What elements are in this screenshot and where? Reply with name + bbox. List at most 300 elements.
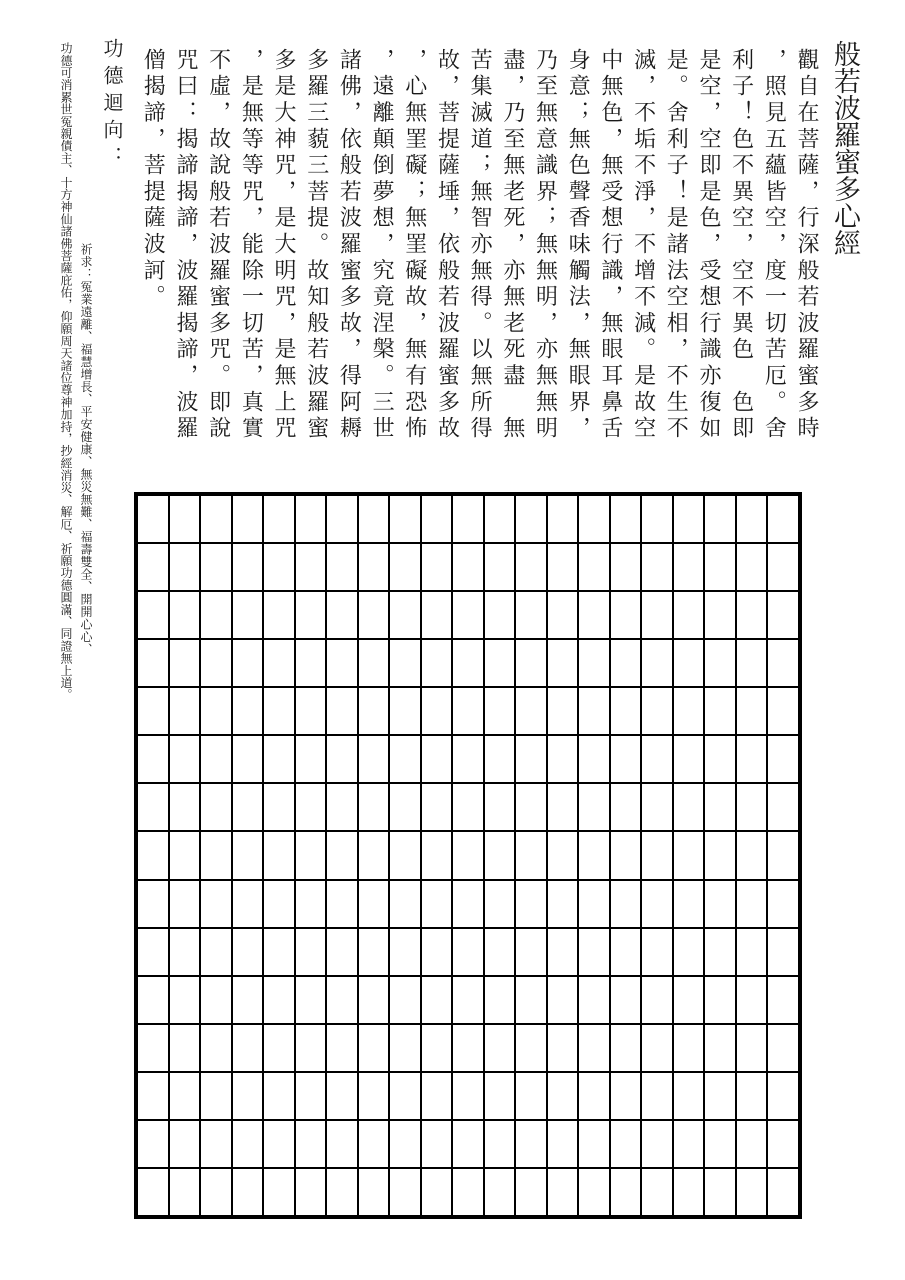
grid-cell (515, 639, 547, 687)
grid-cell (610, 591, 642, 639)
grid-cell (358, 543, 390, 591)
grid-cell (295, 639, 327, 687)
grid-cell (547, 495, 579, 543)
grid-cell (389, 591, 421, 639)
grid-cell (137, 880, 169, 928)
grid-cell (326, 1072, 358, 1120)
grid-cell (169, 639, 201, 687)
grid-cell (169, 1168, 201, 1216)
grid-cell (515, 687, 547, 735)
grid-cell (578, 495, 610, 543)
grid-cell (767, 495, 799, 543)
grid-cell (673, 1072, 705, 1120)
grid-cell (767, 1168, 799, 1216)
grid-cell (704, 687, 736, 735)
grid-cell (736, 639, 768, 687)
grid-cell (232, 591, 264, 639)
grid-cell (484, 1168, 516, 1216)
grid-cell (578, 735, 610, 783)
grid-cell (452, 543, 484, 591)
grid-cell (358, 735, 390, 783)
grid-cell (767, 976, 799, 1024)
grid-cell (232, 783, 264, 831)
grid-cell (200, 928, 232, 976)
grid-cell (610, 639, 642, 687)
grid-cell (673, 591, 705, 639)
grid-cell (547, 1168, 579, 1216)
grid-cell (421, 735, 453, 783)
grid-cell (736, 1072, 768, 1120)
grid-cell (767, 543, 799, 591)
grid-cell (232, 543, 264, 591)
grid-cell (704, 1168, 736, 1216)
grid-cell (389, 928, 421, 976)
grid-cell (389, 1072, 421, 1120)
grid-cell (515, 735, 547, 783)
grid-cell (610, 1024, 642, 1072)
grid-cell (736, 543, 768, 591)
grid-cell (547, 639, 579, 687)
grid-cell (610, 735, 642, 783)
grid-cell (704, 1024, 736, 1072)
grid-cell (389, 1168, 421, 1216)
grid-cell (578, 687, 610, 735)
grid-cell (578, 976, 610, 1024)
sutra-column: 苦集滅道；無智亦無得。以無所得 (468, 48, 494, 443)
grid-cell (137, 783, 169, 831)
grid-cell (200, 687, 232, 735)
sutra-column: ，是無等等咒，能除一切苦，真實 (239, 48, 265, 443)
grid-cell (515, 976, 547, 1024)
grid-cell (421, 639, 453, 687)
grid-cell (169, 591, 201, 639)
grid-cell (137, 639, 169, 687)
grid-cell (169, 831, 201, 879)
grid-cell (641, 543, 673, 591)
sutra-column: 身意；無色聲香味觸法，無眼界， (566, 48, 592, 443)
grid-cell (515, 495, 547, 543)
grid-cell (452, 1120, 484, 1168)
grid-cell (547, 880, 579, 928)
sutra-column: 是空，空即是色，受想行識亦復如 (696, 48, 722, 443)
grid-cell (547, 1072, 579, 1120)
grid-cell (673, 1120, 705, 1168)
grid-cell (169, 1024, 201, 1072)
grid-cell (767, 687, 799, 735)
grid-cell (295, 1120, 327, 1168)
grid-cell (641, 687, 673, 735)
grid-cell (326, 1024, 358, 1072)
grid-cell (137, 495, 169, 543)
grid-cell (547, 783, 579, 831)
grid-cell (169, 1120, 201, 1168)
grid-cell (767, 639, 799, 687)
grid-cell (358, 591, 390, 639)
grid-cell (767, 1120, 799, 1168)
grid-cell (326, 543, 358, 591)
grid-cell (452, 495, 484, 543)
grid-cell (641, 976, 673, 1024)
sutra-column: 觀自在菩薩，行深般若波羅蜜多時 (795, 48, 820, 443)
grid-cell (389, 735, 421, 783)
grid-cell (704, 783, 736, 831)
grid-cell (200, 1168, 232, 1216)
grid-cell (736, 735, 768, 783)
grid-cell (673, 495, 705, 543)
grid-cell (263, 543, 295, 591)
grid-cell (389, 639, 421, 687)
grid-cell (169, 976, 201, 1024)
grid-cell (641, 735, 673, 783)
grid-cell (610, 976, 642, 1024)
grid-cell (736, 1120, 768, 1168)
grid-cell (673, 1024, 705, 1072)
sutra-column: ，照見五蘊皆空，度一切苦厄。舍 (762, 48, 788, 443)
grid-cell (169, 1072, 201, 1120)
grid-cell (452, 880, 484, 928)
sutra-column: ，遠離顛倒夢想，究竟涅槃。三世 (370, 48, 396, 443)
grid-cell (232, 687, 264, 735)
grid-cell (326, 783, 358, 831)
grid-cell (263, 880, 295, 928)
grid-cell (389, 543, 421, 591)
grid-cell (295, 543, 327, 591)
grid-cell (484, 591, 516, 639)
grid-cell (610, 1120, 642, 1168)
grid-cell (641, 639, 673, 687)
grid-cell (704, 1072, 736, 1120)
grid-cell (421, 687, 453, 735)
grid-cell (326, 1168, 358, 1216)
grid-cell (295, 831, 327, 879)
grid-cell (767, 735, 799, 783)
grid-cell (704, 591, 736, 639)
grid-cell (169, 928, 201, 976)
grid-cell (578, 639, 610, 687)
grid-cell (421, 1120, 453, 1168)
grid-cell (326, 831, 358, 879)
grid-cell (263, 735, 295, 783)
grid-cell (137, 543, 169, 591)
grid-cell (263, 1168, 295, 1216)
grid-cell (736, 831, 768, 879)
grid-cell (200, 1072, 232, 1120)
grid-cell (452, 1072, 484, 1120)
grid-cell (452, 1168, 484, 1216)
grid-cell (232, 735, 264, 783)
sutra-title: 般若波羅蜜多心經 (830, 40, 860, 256)
grid-cell (295, 1168, 327, 1216)
grid-cell (358, 495, 390, 543)
grid-cell (263, 687, 295, 735)
grid-cell (421, 831, 453, 879)
grid-cell (641, 928, 673, 976)
grid-cell (484, 735, 516, 783)
grid-cell (547, 831, 579, 879)
grid-cell (547, 687, 579, 735)
grid-cell (200, 735, 232, 783)
grid-cell (232, 831, 264, 879)
grid-cell (610, 831, 642, 879)
grid-cell (452, 928, 484, 976)
grid-cell (641, 1024, 673, 1072)
grid-cell (484, 928, 516, 976)
grid-cell (295, 735, 327, 783)
grid-cell (767, 928, 799, 976)
grid-cell (547, 591, 579, 639)
grid-cell (578, 1072, 610, 1120)
grid-cell (263, 1120, 295, 1168)
grid-cell (358, 639, 390, 687)
grid-cell (578, 783, 610, 831)
grid-cell (578, 1120, 610, 1168)
grid-cell (358, 976, 390, 1024)
grid-cell (200, 1120, 232, 1168)
grid-cell (704, 831, 736, 879)
grid-cell (263, 831, 295, 879)
grid-cell (137, 928, 169, 976)
grid-cell (484, 495, 516, 543)
grid-cell (704, 880, 736, 928)
grid-cell (232, 639, 264, 687)
grid-cell (736, 783, 768, 831)
sutra-column: 故，菩提薩埵，依般若波羅蜜多故 (435, 48, 461, 443)
grid-cell (704, 976, 736, 1024)
grid-cell (263, 976, 295, 1024)
grid-cell (484, 687, 516, 735)
grid-cell (137, 1120, 169, 1168)
grid-cell (578, 1168, 610, 1216)
grid-cell (389, 880, 421, 928)
grid-cell (232, 1072, 264, 1120)
grid-cell (767, 1024, 799, 1072)
grid-cell (200, 783, 232, 831)
grid-cell (484, 639, 516, 687)
grid-cell (610, 495, 642, 543)
grid-cell (326, 495, 358, 543)
grid-cell (767, 1072, 799, 1120)
grid-cell (610, 1072, 642, 1120)
grid-cell (452, 976, 484, 1024)
grid-cell (137, 687, 169, 735)
grid-cell (137, 591, 169, 639)
grid-cell (137, 1168, 169, 1216)
grid-cell (263, 639, 295, 687)
grid-cell (704, 543, 736, 591)
grid-cell (358, 1120, 390, 1168)
grid-cell (421, 880, 453, 928)
grid-cell (169, 735, 201, 783)
grid-cell (515, 831, 547, 879)
grid-cell (704, 639, 736, 687)
sutra-column: 多是大神咒，是大明咒，是無上咒 (272, 48, 297, 443)
grid-cell (232, 1120, 264, 1168)
grid-cell (452, 591, 484, 639)
grid-cell (767, 783, 799, 831)
grid-cell (326, 928, 358, 976)
grid-cell (673, 880, 705, 928)
grid-cell (767, 591, 799, 639)
grid-cell (295, 1072, 327, 1120)
grid-cell (578, 543, 610, 591)
grid-cell (641, 831, 673, 879)
grid-cell (326, 735, 358, 783)
grid-cell (610, 880, 642, 928)
grid-cell (547, 928, 579, 976)
grid-cell (421, 591, 453, 639)
grid-cell (295, 976, 327, 1024)
grid-cell (767, 831, 799, 879)
grid-cell (673, 928, 705, 976)
grid-cell (169, 543, 201, 591)
grid-cell (704, 1120, 736, 1168)
grid-cell (673, 639, 705, 687)
grid-cell (578, 880, 610, 928)
grid-cell (452, 783, 484, 831)
grid-cell (326, 687, 358, 735)
grid-cell (137, 831, 169, 879)
grid-cell (169, 783, 201, 831)
grid-cell (641, 495, 673, 543)
grid-cell (452, 831, 484, 879)
sutra-column: 盡，乃至無老死，亦無老死盡 無 (500, 48, 526, 443)
grid-cell (295, 928, 327, 976)
grid-cell (641, 783, 673, 831)
grid-cell (295, 591, 327, 639)
grid-cell (673, 543, 705, 591)
grid-cell (389, 495, 421, 543)
grid-cell (704, 928, 736, 976)
grid-cell (515, 591, 547, 639)
grid-cell (326, 880, 358, 928)
grid-cell (641, 1168, 673, 1216)
grid-cell (137, 1024, 169, 1072)
grid-cell (232, 1168, 264, 1216)
grid-cell (389, 831, 421, 879)
grid-cell (704, 735, 736, 783)
grid-cell (326, 976, 358, 1024)
grid-cell (515, 1024, 547, 1072)
grid-cell (389, 687, 421, 735)
grid-cell (515, 1120, 547, 1168)
grid-cell (200, 543, 232, 591)
grid-cell (484, 880, 516, 928)
sutra-text-block (137, 40, 867, 490)
grid-cell (358, 1168, 390, 1216)
grid-cell (421, 543, 453, 591)
grid-cell (263, 1072, 295, 1120)
grid-cell (295, 880, 327, 928)
grid-cell (767, 880, 799, 928)
grid-cell (232, 928, 264, 976)
grid-cell (484, 783, 516, 831)
grid-cell (326, 1120, 358, 1168)
grid-cell (358, 928, 390, 976)
grid-cell (452, 639, 484, 687)
grid-cell (200, 639, 232, 687)
sutra-column: 僧揭諦，菩提薩波訶。 (141, 48, 167, 311)
grid-cell (547, 1024, 579, 1072)
grid-cell (673, 735, 705, 783)
grid-cell (137, 1072, 169, 1120)
grid-cell (263, 495, 295, 543)
grid-cell (515, 783, 547, 831)
grid-cell (484, 831, 516, 879)
grid-cell (736, 591, 768, 639)
grid-cell (484, 1072, 516, 1120)
grid-cell (326, 639, 358, 687)
grid-cell (421, 928, 453, 976)
sutra-column: 滅，不垢不淨，不增不減。是故空 (631, 48, 657, 443)
practice-grid (134, 492, 802, 1219)
grid-cell (200, 880, 232, 928)
sutra-column: ，心無罣礙；無罣礙故，無有恐怖 (402, 48, 428, 443)
grid-cell (704, 495, 736, 543)
grid-cell (358, 831, 390, 879)
grid-cell (641, 880, 673, 928)
grid-cell (389, 1024, 421, 1072)
grid-cell (421, 495, 453, 543)
grid-cell (578, 591, 610, 639)
grid-cell (200, 495, 232, 543)
grid-cell (421, 1168, 453, 1216)
grid-cell (295, 687, 327, 735)
grid-cell (515, 880, 547, 928)
grid-cell (200, 976, 232, 1024)
grid-cell (232, 1024, 264, 1072)
grid-cell (452, 735, 484, 783)
grid-cell (610, 928, 642, 976)
dedication-merit-line: 功德可消累世冤親債主、十方神仙諸佛菩薩庇佑，仰願周天諸位尊神加持，抄經消災、解厄、祈願功德圓滿、同證無上道。 (59, 42, 73, 701)
grid-cell (421, 783, 453, 831)
grid-cell (673, 687, 705, 735)
grid-cell (137, 735, 169, 783)
grid-cell (452, 687, 484, 735)
grid-cell (169, 495, 201, 543)
grid-cell (421, 976, 453, 1024)
grid-cell (736, 928, 768, 976)
grid-cell (515, 1168, 547, 1216)
grid-cell (326, 591, 358, 639)
dedication-header: 功德迴向： (100, 38, 122, 173)
sutra-column: 不虛，故說般若波羅蜜多咒。即說 (206, 48, 232, 443)
grid-cell (610, 687, 642, 735)
dedication-block (56, 38, 126, 718)
sutra-column: 多羅三藐三菩提。故知般若波羅蜜 (304, 48, 330, 443)
grid-cell (547, 1120, 579, 1168)
grid-cell (295, 495, 327, 543)
sutra-column: 乃至無意識界；無無明，亦無無明 (533, 48, 559, 443)
grid-cell (578, 831, 610, 879)
grid-cell (232, 976, 264, 1024)
grid-cell (263, 928, 295, 976)
grid-cell (641, 1072, 673, 1120)
sutra-column: 咒曰：揭諦揭諦，波羅揭諦，波羅 (173, 48, 199, 443)
grid-cell (610, 543, 642, 591)
grid-cell (736, 1024, 768, 1072)
sutra-column: 利子！色不異空，空不異色 色即 (729, 48, 755, 443)
grid-cell (736, 687, 768, 735)
grid-cell (421, 1024, 453, 1072)
grid-cell (232, 495, 264, 543)
grid-cell (515, 1072, 547, 1120)
grid-cell (200, 1024, 232, 1072)
grid-cell (421, 1072, 453, 1120)
grid-cell (673, 831, 705, 879)
grid-cell (169, 687, 201, 735)
grid-cell (263, 591, 295, 639)
grid-cell (389, 783, 421, 831)
